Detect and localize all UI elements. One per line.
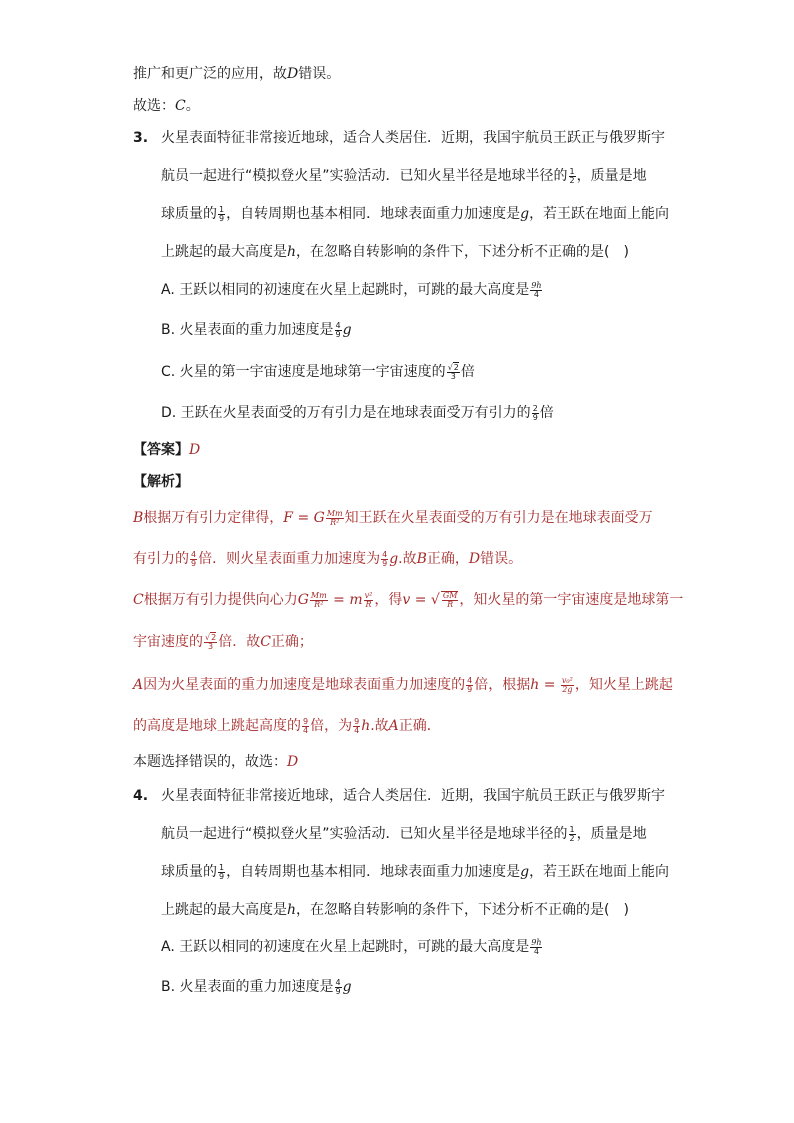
fraction-9h-4: $\frac{9h}{4}$ bbox=[531, 280, 542, 299]
fraction-sqrt2-3: $\frac{√2}{3}$ bbox=[447, 362, 459, 381]
var-g: g bbox=[520, 206, 530, 222]
fraction-1-2: $\frac{1}{2}$ bbox=[569, 824, 575, 843]
text: 的高度是地球上跳起高度的 bbox=[133, 718, 301, 734]
text: 错误。 bbox=[480, 551, 523, 567]
var-c: C bbox=[175, 98, 186, 114]
text: 上跳起的最大高度是 bbox=[161, 244, 287, 260]
fraction-4-9: $\frac{4}{9}$ bbox=[335, 977, 341, 996]
text: 航员一起进行“模拟登火星”实验活动．已知火星半径是地球半径的 bbox=[161, 168, 568, 184]
fraction-1-9: $\frac{1}{9}$ bbox=[219, 862, 225, 881]
text: 知王跃在火星表面受的万有引力是在地球表面受万 bbox=[344, 510, 653, 526]
q4-line-4 bbox=[161, 900, 629, 920]
q4-line-1: 火星表面特征非常接近地球，适合人类居住．近期，我国宇航员王跃正与俄罗斯宇 bbox=[161, 788, 665, 804]
fraction-1-9: $\frac{1}{9}$ bbox=[219, 204, 225, 223]
fraction-9h-4: $\frac{9h}{4}$ bbox=[531, 937, 542, 956]
text: 宇宙速度的 bbox=[133, 634, 203, 650]
text: B. 火星表面的重力加速度是 bbox=[161, 979, 334, 995]
text: ，质量是地 bbox=[576, 168, 647, 184]
answer-value: D bbox=[189, 442, 201, 458]
fraction-gm-r: $\frac{GM}{R}$ bbox=[442, 591, 458, 609]
analysis-p3-line2: 的高度是地球上跳起高度的 $\frac{9}{4}$ 倍，为 $\frac{9}{4}$ h.故A正确． bbox=[133, 716, 441, 735]
text: 上跳起的最大高度是 bbox=[161, 902, 287, 918]
text: D. 王跃在火星表面受的万有引力是在地球表面受万有引力的 bbox=[161, 405, 531, 421]
top-line-2 bbox=[133, 96, 200, 116]
text: 本题选择错误的，故选： bbox=[133, 754, 287, 770]
fraction-1-2: $\frac{1}{2}$ bbox=[569, 166, 575, 185]
fraction-2-9: $\frac{2}{9}$ bbox=[532, 403, 538, 422]
text: .故 bbox=[370, 718, 389, 734]
final-answer-line bbox=[133, 752, 298, 772]
text: ，得 bbox=[374, 592, 403, 608]
text: 航员一起进行“模拟登火星”实验活动．已知火星半径是地球半径的 bbox=[161, 826, 568, 842]
top-line-1 bbox=[133, 64, 340, 84]
formula-f: F bbox=[283, 510, 294, 526]
text: 根据万有引力定律得， bbox=[143, 510, 284, 526]
text: 正确； bbox=[270, 634, 313, 650]
q4-option-b[interactable] bbox=[161, 977, 352, 997]
text: 因为火星表面的重力加速度是地球表面重力加速度的 bbox=[143, 677, 466, 693]
analysis-p2-line1: C根据万有引力提供向心力G $\frac{Mm}{\text{R²}}$ = m $\frac{\text{v²}}{R}$ ，得v = √ $\frac{GM}{R}$ ，知火星的第一宇宙速度是地球第一 bbox=[133, 590, 684, 609]
q3-line-3 bbox=[161, 204, 669, 224]
analysis-p2-line2: 宇宙速度的 $\frac{√2}{3}$ 倍．故C正确； bbox=[133, 632, 313, 651]
text: ，自转周期也基本相同．地球表面重力加速度是 bbox=[226, 206, 521, 222]
text: ，在忽略自转影响的条件下，下述分析不正确的是( ) bbox=[296, 244, 629, 260]
var-g: g bbox=[520, 864, 530, 880]
text: 正确， bbox=[426, 551, 469, 567]
text: 错误。 bbox=[298, 66, 341, 82]
q4-line-3 bbox=[161, 862, 669, 882]
var-g: g bbox=[342, 979, 352, 995]
text: A. 王跃以相同的初速度在火星上起跳时，可跳的最大高度是 bbox=[161, 282, 530, 298]
fraction-4-9: $\frac{4}{9}$ bbox=[382, 549, 388, 568]
text: 倍 bbox=[460, 364, 475, 380]
text: ，在忽略自转影响的条件下，下述分析不正确的是( ) bbox=[296, 902, 629, 918]
fraction-v2-r: $\frac{\text{v²}}{R}$ bbox=[364, 590, 373, 609]
text: 有引力的 bbox=[133, 551, 189, 567]
analysis-label bbox=[133, 472, 189, 492]
text: .故 bbox=[398, 551, 417, 567]
analysis-p1-line2: 有引力的 $\frac{4}{9}$ 倍．则火星表面重力加速度为 $\frac{4}{9}$ g.故B正确，D错误。 bbox=[133, 549, 523, 568]
q3-line-4 bbox=[161, 242, 629, 262]
text: 倍 bbox=[539, 405, 554, 421]
var-g: g bbox=[342, 322, 352, 338]
text: ，质量是地 bbox=[576, 826, 647, 842]
text: A. 王跃以相同的初速度在火星上起跳时，可跳的最大高度是 bbox=[161, 939, 530, 955]
fraction-sqrt2-3: $\frac{√2}{3}$ bbox=[205, 632, 217, 651]
analysis-p3-line1: A因为火星表面的重力加速度是地球表面重力加速度的 $\frac{4}{9}$ 倍，根据h = $\frac{\text{v₀²}}{2g}$ ，知火星上跳起 bbox=[133, 675, 673, 694]
fraction-4-9: $\frac{4}{9}$ bbox=[335, 320, 341, 339]
final-answer-value: D bbox=[287, 754, 299, 770]
q4-option-a[interactable] bbox=[161, 937, 543, 957]
q3-line-2 bbox=[161, 166, 647, 186]
text: ，若王跃在地面上能向 bbox=[529, 864, 670, 880]
q3-option-a[interactable] bbox=[161, 280, 543, 300]
question-number: 3. bbox=[133, 130, 149, 146]
text: 球质量的 bbox=[161, 206, 217, 222]
fraction-mm-r2: $\frac{Mm}{\text{R²}}$ bbox=[326, 508, 343, 527]
q3-option-d[interactable] bbox=[161, 403, 554, 423]
text: ，若王跃在地面上能向 bbox=[529, 206, 670, 222]
analysis-label-text: 【解析】 bbox=[133, 474, 189, 490]
text: 故选： bbox=[133, 98, 175, 114]
text: ，知火星上跳起 bbox=[574, 677, 673, 693]
var-h: h bbox=[287, 902, 297, 918]
q3-option-c[interactable] bbox=[161, 362, 475, 382]
q3-line-1: 火星表面特征非常接近地球，适合人类居住．近期，我国宇航员王跃正与俄罗斯宇 bbox=[161, 130, 665, 146]
var-d: D bbox=[287, 66, 299, 82]
fraction-9-4: $\frac{9}{4}$ bbox=[303, 716, 309, 735]
question-number: 4. bbox=[133, 788, 149, 804]
q4-line-2 bbox=[161, 824, 647, 844]
answer-line bbox=[133, 440, 200, 460]
var-b: B bbox=[133, 510, 144, 526]
answer-label: 【答案】 bbox=[133, 442, 189, 458]
text: 根据万有引力提供向心力 bbox=[143, 592, 298, 608]
text: 正确． bbox=[398, 718, 441, 734]
text: 倍，为 bbox=[310, 718, 353, 734]
fraction-v02-2g: $\frac{\text{v₀²}}{2g}$ bbox=[561, 675, 573, 694]
text: 倍．故 bbox=[218, 634, 261, 650]
fraction-4-9: $\frac{4}{9}$ bbox=[191, 549, 197, 568]
text: 推广和更广泛的应用，故 bbox=[133, 66, 287, 82]
text: B. 火星表面的重力加速度是 bbox=[161, 322, 334, 338]
text: 球质量的 bbox=[161, 864, 217, 880]
text: ，自转周期也基本相同．地球表面重力加速度是 bbox=[226, 864, 521, 880]
text: 倍．则火星表面重力加速度为 bbox=[198, 551, 381, 567]
analysis-p1-line1: B根据万有引力定律得，F = G $\frac{Mm}{\text{R²}}$ 知王跃在火星表面受的万有引力是在地球表面受万 bbox=[133, 508, 653, 527]
text: C. 火星的第一宇宙速度是地球第一宇宙速度的 bbox=[161, 364, 446, 380]
text: 。 bbox=[185, 98, 200, 114]
fraction-mm-r2: $\frac{Mm}{\text{R²}}$ bbox=[310, 590, 327, 609]
q3-option-b[interactable] bbox=[161, 320, 352, 340]
text: 倍，根据 bbox=[474, 677, 531, 693]
fraction-9-4: $\frac{9}{4}$ bbox=[354, 716, 360, 735]
var-h: h bbox=[287, 244, 297, 260]
fraction-4-9: $\frac{4}{9}$ bbox=[467, 675, 473, 694]
text: ，知火星的第一宇宙速度是地球第一 bbox=[459, 592, 684, 608]
